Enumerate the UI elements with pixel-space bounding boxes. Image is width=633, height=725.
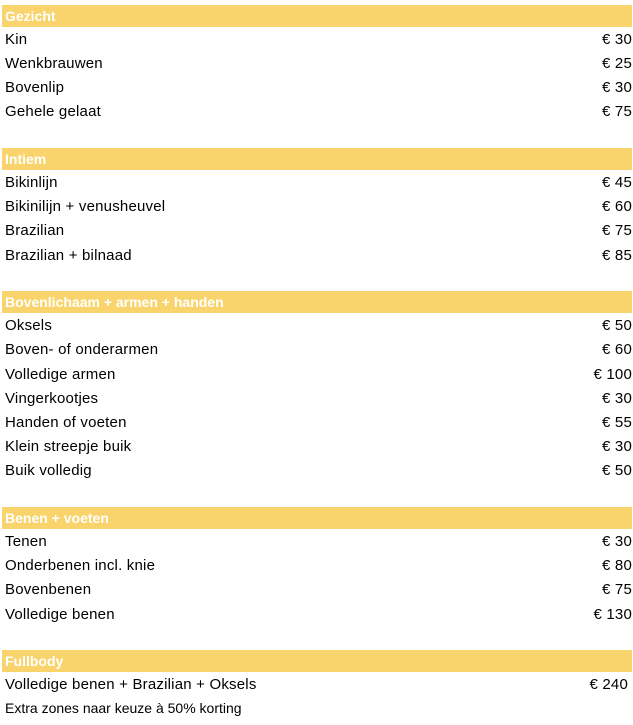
- item-price: € 55: [602, 414, 632, 431]
- item-price: € 30: [602, 533, 632, 550]
- item-price: € 60: [602, 198, 632, 215]
- section-header-fullbody: Fullbody: [2, 650, 632, 672]
- item-price: € 30: [602, 31, 632, 48]
- list-item: [5, 76, 632, 100]
- list-item: [5, 459, 632, 483]
- item-name: Volledige benen: [5, 606, 115, 623]
- item-price: € 30: [602, 438, 632, 455]
- item-name: Buik volledig: [5, 462, 92, 479]
- list-item: [5, 314, 632, 338]
- item-name: Volledige benen + Brazilian + Oksels: [5, 676, 257, 693]
- list-item: [5, 603, 632, 627]
- list-item: [5, 554, 632, 578]
- item-name: Oksels: [5, 317, 53, 334]
- item-name: Bikinlijn: [5, 174, 58, 191]
- item-name: Wenkbrauwen: [5, 55, 103, 72]
- list-item: [5, 219, 632, 243]
- list-item: [5, 338, 632, 362]
- item-price: € 25: [602, 55, 632, 72]
- item-name: Bovenbenen: [5, 581, 92, 598]
- section-header-intiem: Intiem: [2, 148, 632, 170]
- section-header-gezicht: Gezicht: [2, 5, 632, 27]
- list-item: [5, 673, 632, 697]
- item-name: Kin: [5, 31, 28, 48]
- list-item: [5, 52, 632, 76]
- list-item: [5, 411, 632, 435]
- list-item: [5, 363, 632, 387]
- item-price: € 100: [593, 366, 632, 383]
- list-item: [5, 100, 632, 124]
- list-item: [5, 244, 632, 268]
- item-price: € 75: [602, 103, 632, 120]
- item-price: € 60: [602, 341, 632, 358]
- item-price: € 30: [602, 390, 632, 407]
- list-item: [5, 195, 632, 219]
- item-price: € 75: [602, 222, 632, 239]
- item-price: € 45: [602, 174, 632, 191]
- item-name: Gehele gelaat: [5, 103, 102, 120]
- item-name: Bikinilijn + venusheuvel: [5, 198, 166, 215]
- item-name: Brazilian: [5, 222, 65, 239]
- list-item: [5, 578, 632, 602]
- list-item: [5, 28, 632, 52]
- section-header-bovenlichaam: Bovenlichaam + armen + handen: [2, 291, 632, 313]
- list-item: [5, 530, 632, 554]
- item-name: Brazilian + bilnaad: [5, 247, 132, 264]
- item-price: € 50: [602, 462, 632, 479]
- list-item: [5, 435, 632, 459]
- item-name: Vingerkootjes: [5, 390, 99, 407]
- section-header-benen: Benen + voeten: [2, 507, 632, 529]
- item-name: Boven- of onderarmen: [5, 341, 159, 358]
- list-item: [5, 171, 632, 195]
- item-name: Volledige armen: [5, 366, 116, 383]
- item-name: Handen of voeten: [5, 414, 127, 431]
- item-price: € 75: [602, 581, 632, 598]
- footer-note: Extra zones naar keuze à 50% korting: [5, 700, 242, 716]
- item-price: € 130: [593, 606, 632, 623]
- item-price: € 50: [602, 317, 632, 334]
- item-price: € 240: [589, 676, 628, 693]
- item-name: Klein streepje buik: [5, 438, 132, 455]
- list-item: [5, 387, 632, 411]
- item-name: Tenen: [5, 533, 47, 550]
- item-name: Bovenlip: [5, 79, 65, 96]
- item-price: € 80: [602, 557, 632, 574]
- item-price: € 30: [602, 79, 632, 96]
- item-name: Onderbenen incl. knie: [5, 557, 156, 574]
- item-price: € 85: [602, 247, 632, 264]
